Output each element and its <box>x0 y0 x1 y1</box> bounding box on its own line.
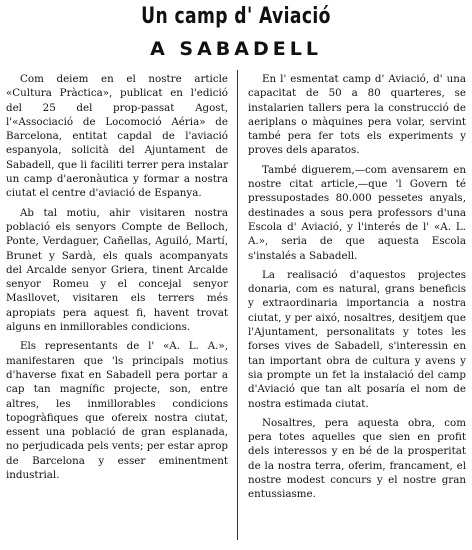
article-subtitle: A SABADELL <box>150 38 322 60</box>
paragraph: Ab tal motiu, ahir visitaren nostra població els senyors Compte de Belloch, Ponte, Verdaguer, Cañellas, Aguiló, Martí, Brunet y Sardà, els quals acompanyats del Arcalde senyor Griera, tinent Arcalde senyor Romeu y el concejal senyor Masllovet, visitaren els terrers més apropiats pera aquest fi, havent trovat alguns en inmillorables condicions. <box>6 206 228 334</box>
paragraph: Com deiem en el nostre article «Cultura Pràctica», publicat en l'edició del 25 del prop-passat Agost, l'«Associació de Locomoció Aéria» de Barcelona, entitat capdal de l'aviació espanyola, solicità del Ajuntament de Sabadell, que li faciliti terrer pera instalar un camp d'aeronàutica y formar a nostra ciutat el centre d'aviació de Espanya. <box>6 73 228 200</box>
column-divider <box>237 70 238 540</box>
right-column <box>248 72 466 507</box>
paragraph: També diguerem,—com avensarem en nostre citat article,—que 'l Govern té pressupostades 80.000 pessetes anyals, destinades a sous pera professors d'una Escola d' Aviació, y l'interés de l' «A. L. A.», seria de que aquesta Escola s'instalés a Sabadell. <box>248 163 466 262</box>
paragraph: Els representants de l' «A. L. A.», manifestaren que 'ls principals motius d'haverse fixat en Sabadell pera portar a cap tan magnífic projecte, son, entre altres, les inmillorables condicions topogràfiques que ofereix nostra ciutat, essent una població de gran esplanada, no perjudicada pels vents; per estar aprop de Barcelona y esser eminentment industrial. <box>6 340 228 482</box>
paragraph: La realisació d'aquestos projectes donaria, com es natural, grans beneficis y extraordinaria importancia a nostra ciutat, y per aixó, nosaltres, desitjem que l'Ajuntament, personalitats y totes les forses vives de Sabadell, s'interessin en tan important obra de cultura y avens y sia prompte un fet la instalació del camp d'Aviació que tan alt posaría el nom de nostra estimada ciutat. <box>248 268 466 410</box>
paragraph: En l' esmentat camp d' Aviació, d' una capacitat de 50 a 80 quarteres, se instalarien tallers pera la construcció de aeriplans o màquines pera volar, servint també pera fer tots els experiments y proves dels aparatos. <box>248 73 466 157</box>
paragraph: Nosaltres, pera aquesta obra, com pera totes aquelles que sien en profit dels interessos y en bé de la prosperitat de la nostra terra, oferim, francament, el nostre modest concurs y el nostre gran entussiasme. <box>248 416 466 501</box>
left-column <box>6 72 228 487</box>
article-title: Un camp d' Aviació <box>141 4 331 29</box>
